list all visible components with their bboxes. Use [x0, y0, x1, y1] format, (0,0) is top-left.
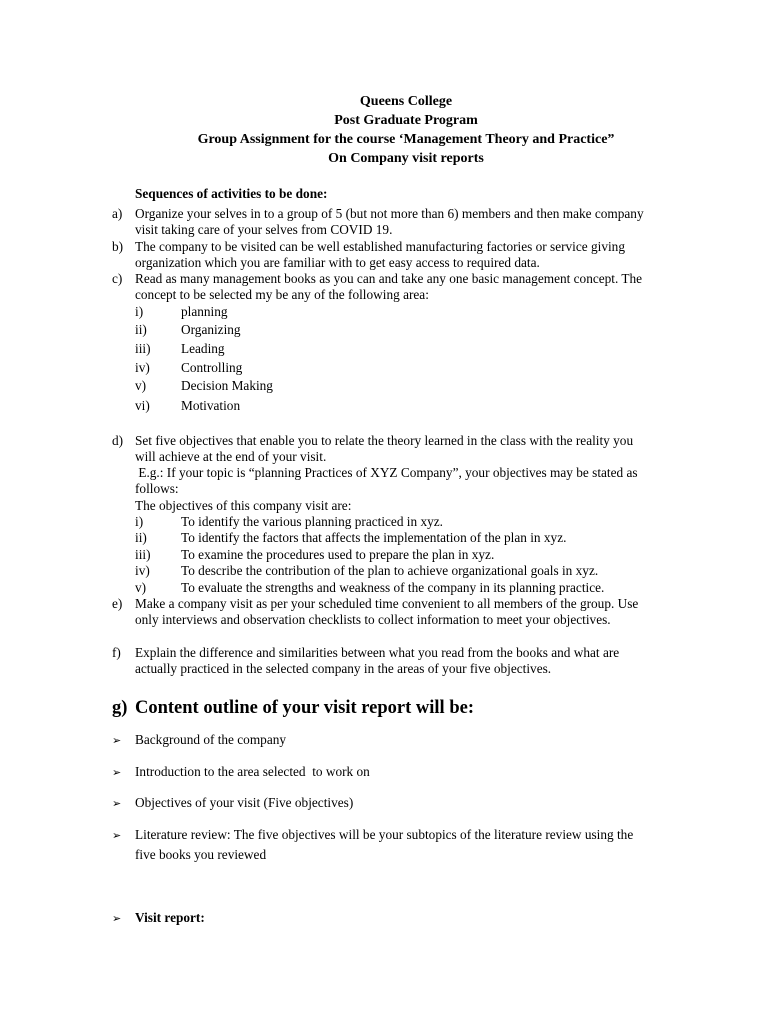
- assignment-title: Group Assignment for the course ‘Management Theory and Practice”: [197, 132, 615, 147]
- objective-num: ii): [135, 530, 147, 545]
- outline-literature-line1: Literature review: The five objectives will be your subtopics of the literature review using the: [135, 827, 634, 842]
- area-num: v): [135, 378, 147, 393]
- objective-num: v): [135, 580, 147, 595]
- item-d-line1: Set five objectives that enable you to relate the theory learned in the class with the reality you: [135, 433, 634, 448]
- outline-literature-line2: five books you reviewed: [135, 847, 267, 862]
- area-num: iv): [135, 360, 150, 375]
- item-d-follows: follows:: [135, 481, 179, 496]
- program-name: Post Graduate Program: [334, 113, 478, 128]
- item-a-label: a): [112, 206, 123, 221]
- sequences-title: Sequences of activities to be done:: [135, 186, 328, 201]
- item-b-line2: organization which you are familiar with to get easy access to required data.: [135, 255, 540, 270]
- item-c-line1: Read as many management books as you can and take any one basic management concept. The: [135, 271, 643, 286]
- outline-objectives: Objectives of your visit (Five objectives): [135, 795, 354, 810]
- outline-introduction: Introduction to the area selected to work on: [135, 764, 370, 779]
- item-e-line2: only interviews and observation checklists to collect information to meet your objectives.: [135, 612, 611, 627]
- item-d-line2: will achieve at the end of your visit.: [135, 449, 327, 464]
- outline-background: Background of the company: [135, 732, 287, 747]
- item-g-label: g): [112, 698, 128, 718]
- arrow-bullet-icon: ➢: [112, 829, 122, 842]
- area-text: Leading: [181, 341, 225, 356]
- area-num: i): [135, 304, 144, 319]
- area-text: Motivation: [181, 398, 241, 413]
- content-outline-heading: Content outline of your visit report will be:: [135, 698, 474, 718]
- area-text: Decision Making: [181, 378, 273, 393]
- objective-text: To evaluate the strengths and weakness of the company in its planning practice.: [181, 580, 605, 595]
- area-num: vi): [135, 398, 150, 413]
- arrow-bullet-icon: ➢: [112, 766, 122, 779]
- objective-text: To identify the various planning practiced in xyz.: [181, 514, 443, 529]
- arrow-bullet-icon: ➢: [112, 734, 122, 747]
- objective-num: iii): [135, 547, 151, 562]
- item-d-example: E.g.: If your topic is “planning Practices of XYZ Company”, your objectives may be stated as: [135, 465, 638, 480]
- item-f-line1: Explain the difference and similarities between what you read from the books and what are: [135, 645, 620, 660]
- objective-text: To describe the contribution of the plan to achieve organizational goals in xyz.: [181, 563, 599, 578]
- item-c-line2: concept to be selected my be any of the following area:: [135, 287, 429, 302]
- item-f-line2: actually practiced in the selected company in the areas of your five objectives.: [135, 661, 552, 676]
- objectives-intro: The objectives of this company visit are:: [135, 498, 352, 513]
- outline-visit-report: Visit report:: [135, 910, 205, 925]
- item-c-label: c): [112, 271, 123, 286]
- objective-text: To examine the procedures used to prepare the plan in xyz.: [181, 547, 495, 562]
- arrow-bullet-icon: ➢: [112, 797, 122, 810]
- item-e-line1: Make a company visit as per your scheduled time convenient to all members of the group. Use: [135, 596, 639, 611]
- objective-num: i): [135, 514, 144, 529]
- area-text: planning: [181, 304, 228, 319]
- arrow-bullet-icon: ➢: [112, 912, 122, 925]
- objective-num: iv): [135, 563, 150, 578]
- item-b-label: b): [112, 239, 124, 254]
- item-f-label: f): [112, 645, 121, 660]
- item-e-label: e): [112, 596, 123, 611]
- item-b-line1: The company to be visited can be well established manufacturing factories or service giving: [135, 239, 625, 254]
- item-a-line1: Organize your selves in to a group of 5 (but not more than 6) members and then make company: [135, 206, 644, 221]
- area-text: Controlling: [181, 360, 243, 375]
- item-d-label: d): [112, 433, 124, 448]
- college-name: Queens College: [359, 94, 453, 109]
- objective-text: To identify the factors that affects the implementation of the plan in xyz.: [181, 530, 567, 545]
- area-num: ii): [135, 322, 147, 337]
- area-text: Organizing: [181, 322, 241, 337]
- assignment-subtitle: On Company visit reports: [328, 151, 484, 166]
- item-a-line2: visit taking care of your selves from COVID 19.: [135, 222, 393, 237]
- area-num: iii): [135, 341, 151, 356]
